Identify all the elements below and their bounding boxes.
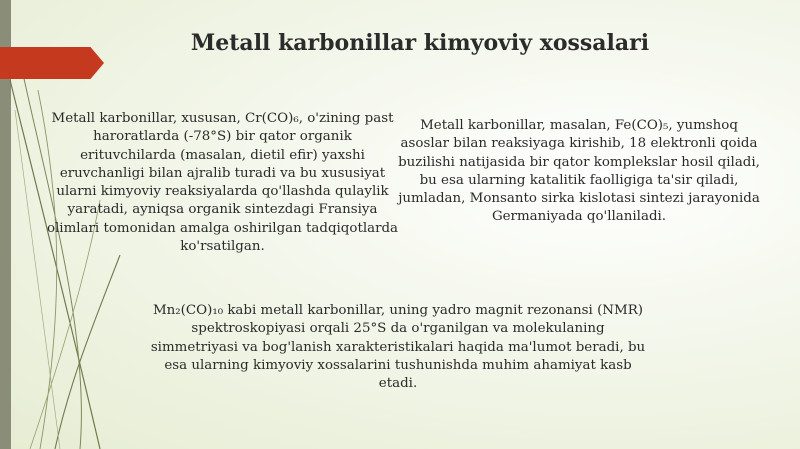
slide-title: Metall karbonillar kimyoviy xossalari	[190, 30, 650, 56]
paragraph-mn2-co10: Mn₂(CO)₁₀ kabi metall karbonillar, uning yadro magnit rezonansi (NMR) spektroskopiyasi orqali 25°S da o'rganilgan va molekulaning simmetriyasi va bog'lanish xarakteristikalari haqida ma'lumot beradi, bu esa ularning kimyoviy xossalarini tushunishda muhim ahamiyat kasb etadi.	[150, 303, 646, 392]
paragraph-fe-co5: Metall karbonillar, masalan, Fe(CO)₅, yumshoq asoslar bilan reaksiyaga kirishib, 18 elektronli qoida buzilishi natijasida bir qator komplekslar hosil qiladi, bu esa ularning katalitik faolligiga ta'sir qiladi, jumladan, Monsanto sirka kislotasi sintezi jarayonida Germaniyada qo'llaniladi.	[398, 118, 760, 225]
accent-arrow	[0, 47, 104, 79]
paragraph-cr-co6: Metall karbonillar, xususan, Cr(CO)₆, o'zining past haroratlarda (-78°S) bir qator organik erituvchilarda (masalan, dietil efir) yaxshi eruvchanligi bilan ajralib turadi va bu xususiyat ularni kimyoviy reaksiyalarda qo'llashda qulaylik yaratadi, ayniqsa organik sintezdagi Fransiya olimlari tomonidan amalga oshirilgan tadqiqotlarda ko'rsatilgan.	[46, 111, 399, 255]
